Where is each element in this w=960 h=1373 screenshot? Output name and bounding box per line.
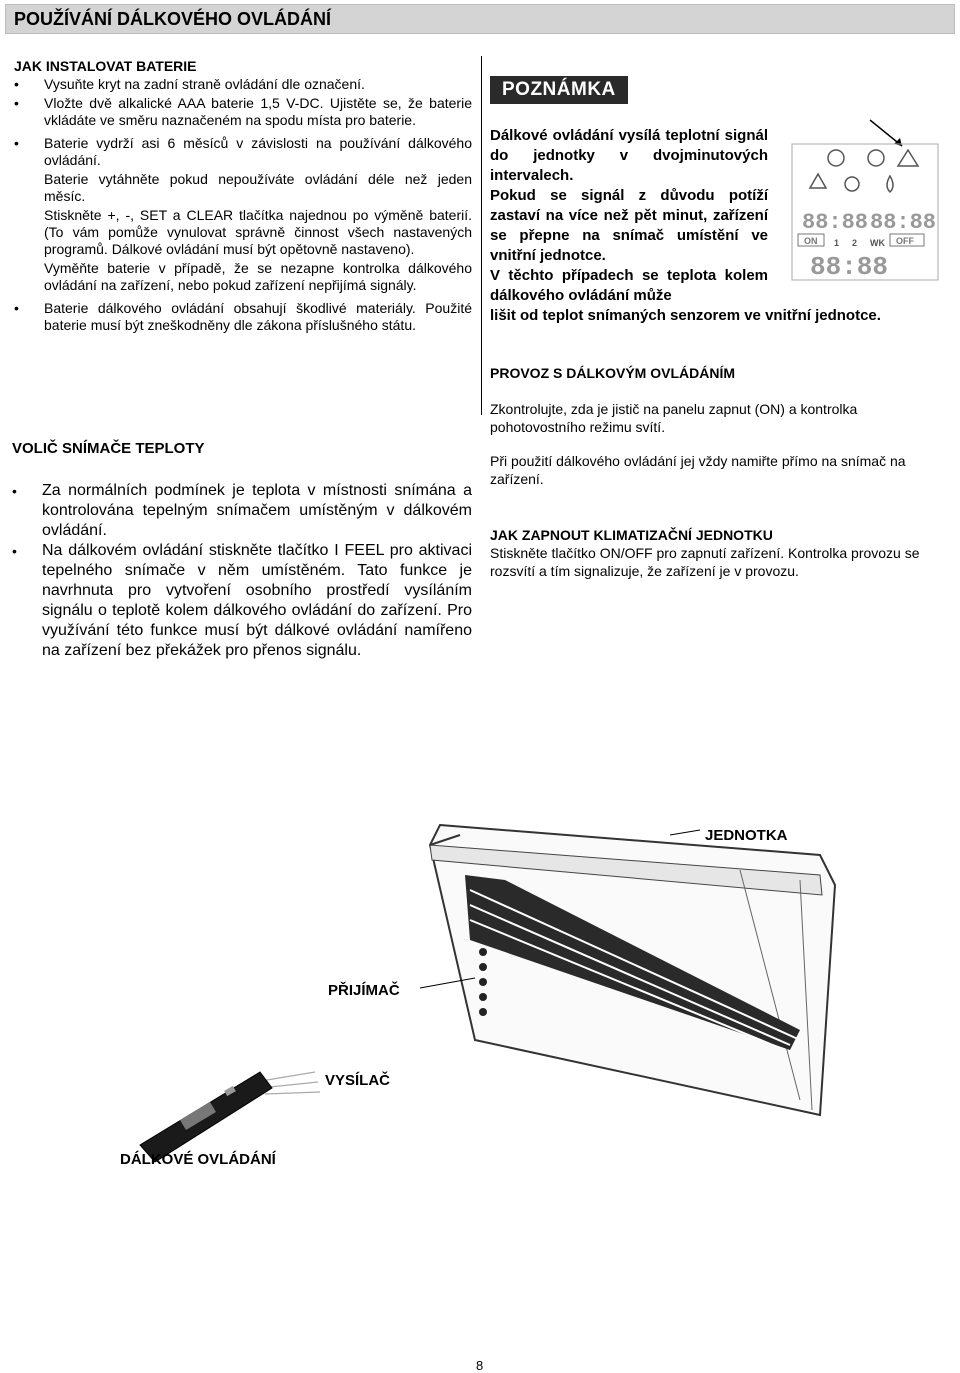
list-item: • Na dálkovém ovládání stiskněte tlačítko I FEEL pro aktivaci tepelného snímače v něm umístěném. Tato funkce je navrhnuta pro vytvoření osobního prostředí vysíláním signálu o teplotě kolem dálkového ovládání do zařízení. Pro využívání této funkce musí být dálkové ovládání namířeno na zařízení bez překážek pro přenos signálu. bbox=[12, 541, 472, 661]
snowflake-icon bbox=[828, 150, 844, 166]
page-title-bar bbox=[5, 4, 955, 34]
program-1-label: 1 bbox=[834, 238, 840, 248]
receiver-label: PŘIJÍMAČ bbox=[328, 982, 400, 999]
sensor-list bbox=[12, 481, 472, 661]
operation-paragraph-1: Zkontrolujte, zda je jistič na panelu zapnut (ON) a kontrolka pohotovostního režimu svítí. bbox=[490, 401, 858, 435]
power-section bbox=[490, 526, 950, 580]
list-item: • Baterie vydrží asi 6 měsíců v závislosti na používání dálkového ovládání. Baterie vytáhněte pokud nepoužíváte ovládání déle než jeden měsíc. Stiskněte +, -, SET a CLEAR tlačítka najednou po výměně baterií. (To vám pomůže vynulovat správně činnost všech nastavených programů. Dálkové ovládání musí být opětovně nastaveno). Vyměňte baterie v případě, že se nezapne kontrolka dálkového ovládání na zařízení, nebo pokud zařízení nepřijímá signály. bbox=[14, 135, 472, 294]
page-number: 8 bbox=[476, 1358, 484, 1373]
note-paragraph-2: Pokud se signál z důvodu potíží zastaví na více než pět minut, zařízení se přepne na snímač umístění ve vnitřní jednotce. bbox=[490, 187, 768, 264]
sensor-heading: VOLIČ SNÍMAČE TEPLOTY bbox=[12, 440, 205, 457]
operation-paragraph-2: Při použití dálkového ovládání jej vždy namiřte přímo na snímač na zařízení. bbox=[490, 453, 906, 487]
list-item: • Vysuňte kryt na zadní straně ovládání dle označení. bbox=[14, 76, 472, 93]
unit-illustration bbox=[100, 800, 860, 1180]
remote-display-illustration bbox=[790, 116, 940, 306]
list-item: • Baterie dálkového ovládání obsahují škodlivé materiály. Použité baterie musí být zneškodněny dle zákona příslušného státu. bbox=[14, 300, 472, 334]
off-label: OFF bbox=[896, 236, 914, 246]
segment-display-top-left: 88:88 bbox=[802, 210, 869, 235]
segment-display-bottom: 88:88 bbox=[810, 252, 889, 282]
unit-label: JEDNOTKA bbox=[705, 827, 788, 844]
week-label: WK bbox=[870, 238, 885, 248]
battery-heading: JAK INSTALOVAT BATERIE bbox=[14, 58, 197, 74]
power-paragraph: Stiskněte tlačítko ON/OFF pro zapnutí zařízení. Kontrolka provozu se rozsvítí a tím signalizuje, že zařízení je v provozu. bbox=[490, 545, 920, 579]
warning-icon bbox=[898, 150, 918, 166]
power-heading: JAK ZAPNOUT KLIMATIZAČNÍ JEDNOTKU bbox=[490, 527, 773, 543]
sun-icon bbox=[845, 177, 859, 191]
list-item: • Za normálních podmínek je teplota v místnosti snímána a kontrolována tepelným snímačem umístěným v dálkovém ovládání. bbox=[12, 481, 472, 541]
remote-label: DÁLKOVÉ OVLÁDÁNÍ bbox=[120, 1151, 276, 1168]
sensor-section bbox=[12, 440, 472, 661]
program-2-label: 2 bbox=[852, 238, 858, 248]
on-label: ON bbox=[804, 236, 818, 246]
drop-icon bbox=[887, 176, 893, 192]
fan-icon bbox=[868, 150, 884, 166]
battery-section bbox=[14, 58, 472, 334]
auto-mode-icon bbox=[810, 174, 826, 188]
remote-control-illustration bbox=[140, 1072, 272, 1162]
note-paragraph-4: lišit od teplot snímaných senzorem ve vnitřní jednotce. bbox=[490, 307, 881, 324]
list-item: • Vložte dvě alkalické AAA baterie 1,5 V-DC. Ujistěte se, že baterie vkládáte ve směru naznačeném na spodu místa pro baterie. bbox=[14, 95, 472, 129]
arrow-head-icon bbox=[894, 138, 902, 146]
transmitter-label: VYSÍLAČ bbox=[325, 1072, 391, 1089]
page-title: POUŽÍVÁNÍ DÁLKOVÉHO OVLÁDÁNÍ bbox=[14, 9, 332, 29]
note-label: POZNÁMKA bbox=[490, 76, 628, 104]
operation-heading: PROVOZ S DÁLKOVÝM OVLÁDÁNÍM bbox=[490, 365, 736, 381]
column-divider bbox=[481, 56, 482, 415]
segment-display-top-right: 88:88 bbox=[870, 210, 937, 235]
operation-section bbox=[490, 364, 950, 488]
note-paragraph-1: Dálkové ovládání vysílá teplotní signál do jednotky v dvojminutových intervalech. bbox=[490, 127, 768, 184]
mode-icons bbox=[810, 150, 918, 192]
air-conditioner-unit bbox=[430, 825, 835, 1115]
note-paragraph-3: V těchto případech se teplota kolem dálkového ovládání může bbox=[490, 267, 768, 304]
battery-list bbox=[14, 76, 472, 334]
